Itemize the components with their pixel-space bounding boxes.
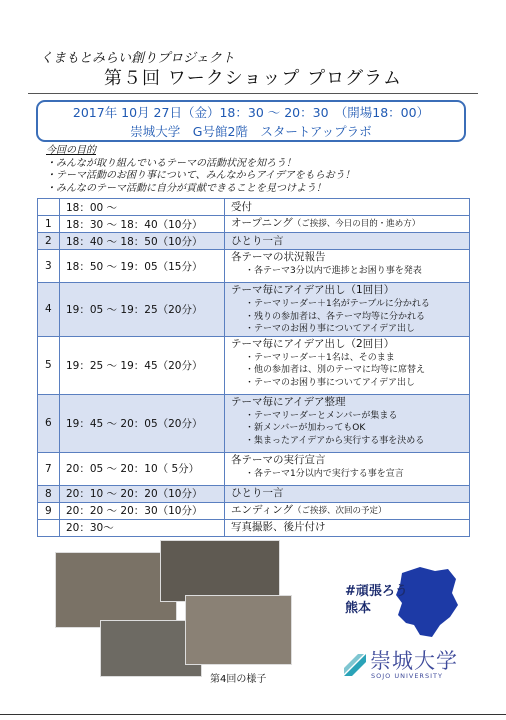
program-row-title — [231, 395, 469, 410]
program-row-title-text: テーマ毎にアイデア整理 — [231, 395, 346, 408]
page-title: 第５回 ワークショップ プログラム — [104, 68, 402, 89]
program-row-detail: ・各テーマ3分以内で進捗とお困り事を発表 — [245, 266, 422, 276]
program-row-content — [225, 485, 470, 502]
program-row-title-text: オープニング — [231, 217, 293, 229]
program-row-title — [231, 234, 469, 249]
program-row-title — [231, 216, 469, 232]
program-row-number: 9 — [38, 502, 60, 519]
photo-caption: 第4回の様子 — [210, 674, 267, 685]
program-row-detail: ・新メンバーが加わってもOK — [245, 423, 366, 433]
program-row-content — [225, 250, 470, 283]
program-row-title — [231, 337, 469, 352]
sojo-university-logo-icon — [342, 648, 368, 682]
program-row-detail: ・テーマリーダーとメンバーが集まる — [245, 410, 398, 421]
kumamoto-slogan-line1: #頑張ろう — [345, 584, 408, 599]
program-row — [38, 452, 470, 485]
program-row-title-text: エンディング — [231, 503, 293, 516]
program-row-number — [38, 199, 60, 216]
program-row-title-text: ひとり一言 — [231, 487, 284, 499]
workshop-photo — [55, 552, 177, 628]
program-row — [38, 216, 470, 233]
purpose-item: ・テーマ活動のお困り事について、みんなからアイデアをもらおう！ — [46, 170, 355, 181]
university-name-en: SOJO UNIVERSITY — [371, 672, 443, 680]
program-row-detail: ・テーマのお困り事についてアイデア出し — [245, 377, 416, 388]
workshop-photo-collage — [55, 540, 295, 670]
program-row-detail: ・各テーマ1分以内で実行する事を宣言 — [245, 468, 404, 479]
program-row-title — [231, 520, 469, 535]
bottom-divider — [0, 714, 506, 715]
program-row-title-text: 受付 — [231, 200, 252, 213]
program-row — [38, 283, 470, 337]
program-row — [38, 336, 470, 394]
event-datetime: 2017年 10月 27日（金）18：30 ～ 20：30 （開場18：00） — [72, 105, 430, 120]
program-row — [38, 502, 470, 519]
program-row-number: 1 — [38, 216, 60, 233]
program-row-title-text: 写真撮影、後片付け — [231, 521, 326, 533]
program-row-content — [225, 519, 470, 536]
title-divider — [28, 93, 478, 94]
program-row-detail: ・他の参加者は、別のテーマに均等に席替え — [245, 365, 426, 375]
program-row-number: 6 — [38, 394, 60, 452]
program-row — [38, 485, 470, 502]
program-row-time: 18：50 ～ 19：05（15分） — [60, 250, 225, 283]
purpose-section — [46, 145, 355, 195]
program-row-number: 7 — [38, 452, 60, 485]
program-table — [37, 198, 470, 537]
kumamoto-slogan-line2: 熊本 — [345, 601, 372, 616]
program-row-detail: ・テーマのお困り事についてアイデア出し — [245, 324, 416, 334]
program-row-title-text: テーマ毎にアイデア出し（2回目） — [231, 337, 395, 350]
program-row — [38, 233, 470, 250]
program-row-content — [225, 233, 470, 250]
program-row-detail: ・テーマリーダー＋1名は、そのまま — [245, 352, 395, 363]
program-row — [38, 199, 470, 216]
program-row-time: 20：30～ — [60, 519, 225, 536]
program-row-number: 3 — [38, 250, 60, 283]
program-row-time: 20：10 ～ 20：20（10分） — [60, 485, 225, 502]
program-row-detail: ・集まったアイデアから実行する事を決める — [245, 435, 425, 446]
program-row-number: 4 — [38, 283, 60, 337]
program-row-content — [225, 283, 470, 337]
program-row-title — [231, 486, 469, 501]
program-row-title — [231, 453, 469, 468]
program-row-title-text: 各テーマの実行宣言 — [231, 453, 326, 466]
program-row-content — [225, 216, 470, 233]
program-row-content — [225, 502, 470, 519]
event-place: 崇城大学 G号館2階 スタートアップラボ — [130, 124, 372, 139]
program-row-time: 20：20 ～ 20：30（10分） — [60, 502, 225, 519]
program-row-title — [231, 250, 469, 265]
program-row-title — [231, 200, 469, 215]
program-row-content — [225, 199, 470, 216]
program-row-number: 2 — [38, 233, 60, 250]
program-row-note: （ご挨拶、次回の予定） — [292, 505, 387, 516]
program-row-title — [231, 283, 469, 298]
program-row — [38, 519, 470, 536]
project-subtitle: くまもとみらい創りプロジェクト — [40, 51, 235, 66]
program-row-time: 18：00 ～ — [60, 199, 225, 216]
program-row-number — [38, 519, 60, 536]
program-row-title-text: テーマ毎にアイデア出し（1回目） — [231, 284, 395, 296]
purpose-item: ・みんなが取り組んでいるテーマの活動状況を知ろう！ — [46, 157, 296, 169]
purpose-title: 今回の目的 — [46, 145, 96, 156]
program-row-title — [231, 503, 469, 519]
workshop-photo — [185, 595, 292, 665]
program-row-time: 20：05 ～ 20：10（ 5分） — [60, 452, 225, 485]
program-row-time: 19：25 ～ 19：45（20分） — [60, 336, 225, 394]
program-row-detail: ・テーマリーダー＋1名がテーブルに分かれる — [245, 299, 430, 309]
program-row-time: 19：05 ～ 19：25（20分） — [60, 283, 225, 337]
program-row-content — [225, 452, 470, 485]
program-row-number: 5 — [38, 336, 60, 394]
program-row-time: 18：40 ～ 18：50（10分） — [60, 233, 225, 250]
program-row-detail: ・残りの参加者は、各テーマ均等に分かれる — [245, 311, 426, 322]
program-row-title-text: ひとり一言 — [231, 234, 284, 247]
kumamoto-slogan — [345, 583, 408, 617]
workshop-photo — [160, 540, 280, 602]
program-row-note: （ご挨拶、今日の目的・進め方） — [292, 219, 421, 229]
event-info-box — [36, 100, 466, 142]
program-row-time: 19：45 ～ 20：05（20分） — [60, 394, 225, 452]
program-row-content — [225, 336, 470, 394]
program-row-content — [225, 394, 470, 452]
purpose-item: ・みんなのテーマ活動に自分が貢献できることを見つけよう！ — [46, 182, 326, 194]
program-row-number: 8 — [38, 485, 60, 502]
program-row — [38, 250, 470, 283]
program-row — [38, 394, 470, 452]
program-row-time: 18：30 ～ 18：40（10分） — [60, 216, 225, 233]
program-row-title-text: 各テーマの状況報告 — [231, 251, 326, 263]
university-name: 崇城大学 — [370, 649, 458, 673]
